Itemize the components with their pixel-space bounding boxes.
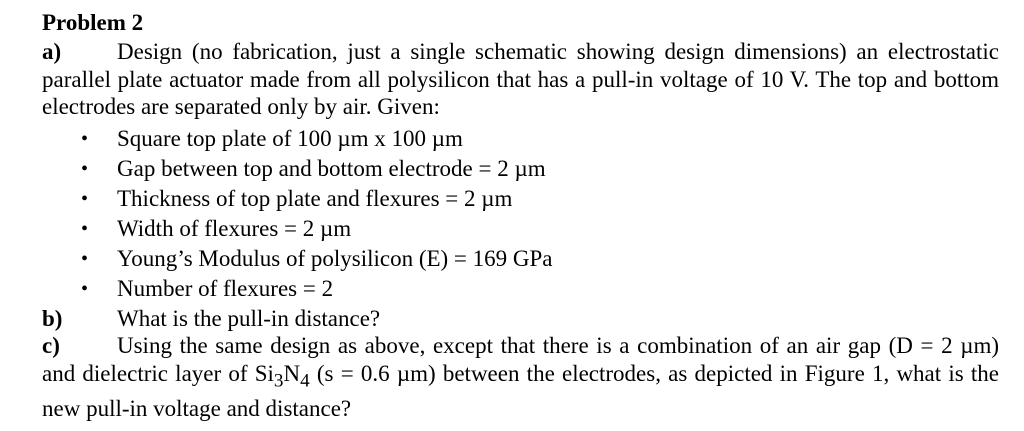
given-item-text: Young’s Modulus of polysilicon (E) = 169 GPa [117, 245, 553, 271]
bullet-icon: • [81, 157, 89, 180]
part-a-marker: a) [42, 39, 62, 64]
part-a [42, 38, 999, 121]
given-item-text: Thickness of top plate and flexures = 2 µm [117, 185, 513, 211]
bullet-icon: • [81, 127, 89, 150]
part-a-text: Design (no fabrication, just a single schematic showing design dimensions) an electrostatic parallel plate actuator made from all polysilicon that has a pull-in voltage of 10 V. The top and bottom electrodes are separated only by air. Given: [42, 39, 999, 119]
given-item-text: Gap between top and bottom electrode = 2 µm [117, 155, 546, 181]
problem-document [42, 8, 999, 422]
given-list [42, 124, 999, 304]
subscript: 3 [273, 370, 284, 392]
bullet-icon: • [81, 277, 89, 300]
problem-title: Problem 2 [42, 10, 144, 35]
given-item [42, 124, 999, 154]
subscript: 4 [300, 370, 310, 392]
part-c-text: Using the same design as above, except that there is a combination of an air gap (D = 2 µm) and dielectric layer of Si [42, 333, 999, 386]
part-c [42, 332, 999, 422]
bullet-icon: • [81, 187, 89, 210]
part-c-marker: c) [42, 333, 60, 358]
given-item-text: Width of flexures = 2 µm [117, 215, 352, 241]
part-b [42, 305, 999, 333]
part-b-text: What is the pull-in distance? [117, 305, 381, 331]
bullet-icon: • [81, 247, 89, 270]
part-c-text: (s = 0.6 µm) between the electrodes, as depicted in Figure 1, what is the new pull-in voltage and distance? [42, 360, 1000, 421]
part-b-marker: b) [42, 305, 63, 331]
bullet-icon: • [81, 217, 89, 240]
part-c-text: N [283, 360, 301, 386]
given-item-text: Square top plate of 100 µm x 100 µm [117, 125, 463, 151]
given-item [42, 244, 999, 274]
given-item [42, 214, 999, 244]
given-item-text: Number of flexures = 2 [117, 275, 334, 301]
given-item [42, 154, 999, 184]
given-item [42, 184, 999, 214]
given-item [42, 274, 999, 304]
